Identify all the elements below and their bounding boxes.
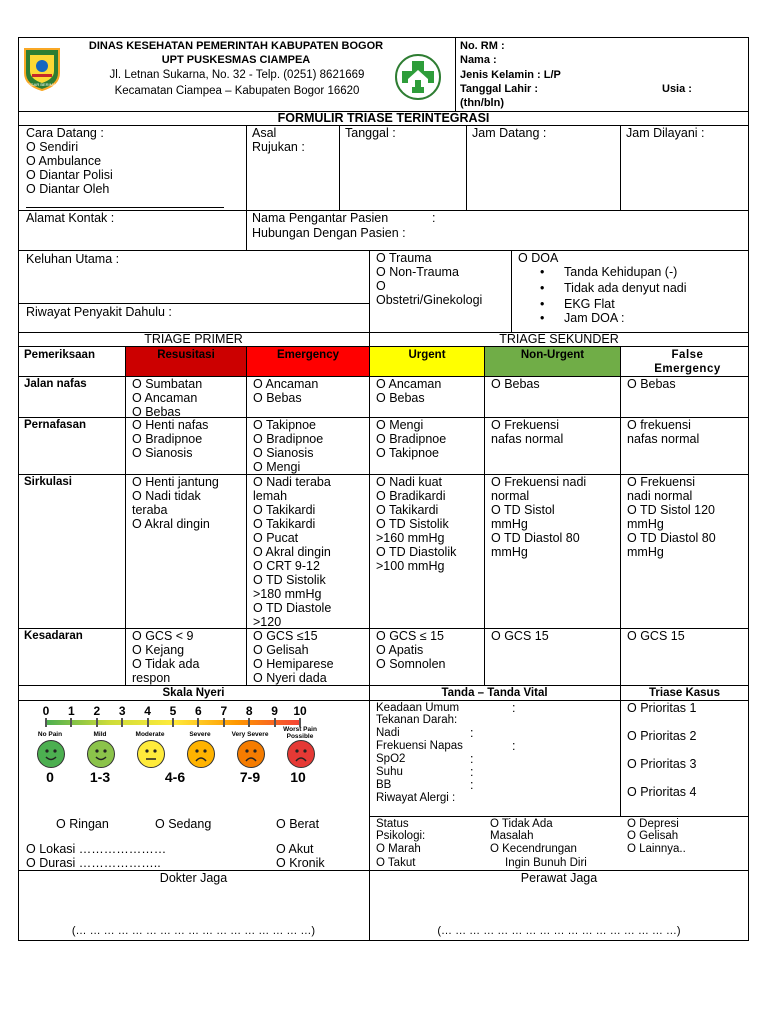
triage-option[interactable]: O Frekuensi <box>627 475 696 489</box>
option-gelisah[interactable]: O Gelisah <box>627 830 679 842</box>
triage-option[interactable]: O Apatis <box>376 643 424 657</box>
logo-caption: TEGAR BERIMAN <box>25 82 59 87</box>
triage-option-cont: nadi normal <box>627 489 693 503</box>
option-takut[interactable]: O Takut <box>376 857 416 869</box>
pain-scale-tick <box>70 718 72 727</box>
pain-face-label: Worst Pain Possible <box>283 726 317 740</box>
nama-label: Nama : <box>460 54 497 66</box>
triage-option[interactable]: O Bradipnoe <box>376 432 447 446</box>
triage-option[interactable]: O Akral dingin <box>253 545 331 559</box>
thn-bln-label: (thn/bln) <box>460 97 504 109</box>
triage-option[interactable]: O Takikardi <box>253 517 316 531</box>
col-emergency: Emergency <box>276 349 339 361</box>
kecendrungan-cont: Ingin Bunuh Diri <box>505 857 587 869</box>
pain-scale-number: 5 <box>169 704 177 718</box>
jenis-kelamin-label: Jenis Kelamin : L/P <box>460 69 561 81</box>
option-trauma[interactable]: O Trauma <box>376 251 432 265</box>
vital-colon: : <box>512 739 516 753</box>
option-sendiri[interactable]: O Sendiri <box>26 140 79 154</box>
pain-face-label: Moderate <box>135 731 165 738</box>
pain-scale-number: 1 <box>68 704 75 718</box>
jam-datang-label: Jam Datang : <box>472 126 547 140</box>
triage-option-cont: respon <box>132 671 171 685</box>
dokter-jaga-label: Dokter Jaga <box>159 871 228 885</box>
vital-colon: : <box>470 765 474 779</box>
col-pemeriksaan: Pemeriksaan <box>24 349 95 361</box>
nama-pengantar-label: Nama Pengantar Pasien <box>252 211 389 225</box>
triage-row-label: Jalan nafas <box>24 378 87 390</box>
pain-face-icon <box>237 740 265 768</box>
triage-option-cont: mmHg <box>627 545 664 559</box>
facility-name: UPT PUSKESMAS CIAMPEA <box>161 54 311 66</box>
triage-option[interactable]: O Bebas <box>253 391 302 405</box>
pain-scale-tick <box>223 718 225 727</box>
triage-option[interactable]: O Akral dingin <box>132 517 210 531</box>
triage-option[interactable]: O Takipnoe <box>253 418 317 432</box>
triage-option[interactable]: O Nyeri dada <box>253 671 327 685</box>
triage-option[interactable]: O Nadi kuat <box>376 475 443 489</box>
option-lokasi[interactable]: O Lokasi ………………… <box>26 842 167 856</box>
triage-option[interactable]: O Mengi <box>376 418 424 432</box>
triage-option[interactable]: O TD Sistolik <box>253 573 326 587</box>
triage-option-cont: mmHg <box>627 517 664 531</box>
vital-colon: : <box>512 701 516 715</box>
triage-option[interactable]: O Ancaman <box>376 377 442 391</box>
col-non-urgent: Non-Urgent <box>520 349 585 361</box>
col-resusitasi: Resusitasi <box>157 349 215 361</box>
skala-nyeri-header: Skala Nyeri <box>162 687 225 699</box>
triase-kasus-header: Triase Kasus <box>649 687 720 699</box>
triage-option[interactable]: O Takikardi <box>253 503 316 517</box>
psikologi-label: Psikologi: <box>376 830 426 842</box>
pain-face-icon <box>87 740 115 768</box>
pain-face-icon <box>137 740 165 768</box>
triage-option-cont: >120 <box>253 615 282 629</box>
pain-scale-number: 3 <box>118 704 126 718</box>
option-lainnya[interactable]: O Lainnya.. <box>627 843 686 855</box>
jam-dilayani-label: Jam Dilayani : <box>626 126 705 140</box>
form-title: FORMULIR TRIASE TERINTEGRASI <box>277 111 490 125</box>
triage-option[interactable]: O GCS < 9 <box>132 629 194 643</box>
pain-face-icon <box>287 740 315 768</box>
pain-face-label: No Pain <box>37 731 63 738</box>
perawat-jaga-label: Perawat Jaga <box>520 871 598 885</box>
triage-row-label: Sirkulasi <box>24 476 72 488</box>
pain-range-label: 7-9 <box>239 769 261 785</box>
triage-option[interactable]: O Takipnoe <box>376 446 440 460</box>
triage-option-cont: >180 mmHg <box>253 587 322 601</box>
triage-option[interactable]: O Bebas <box>627 377 676 391</box>
puskesmas-logo <box>394 53 442 101</box>
triage-option[interactable]: O Sumbatan <box>132 377 203 391</box>
triage-option[interactable]: O Henti nafas <box>132 418 209 432</box>
triage-option[interactable]: O Sianosis <box>132 446 193 460</box>
triage-row-label: Pernafasan <box>24 419 87 431</box>
option-ambulance[interactable]: O Ambulance <box>26 154 102 168</box>
pain-range-label: 4-6 <box>164 769 186 785</box>
triage-option[interactable]: O TD Sistol 120 <box>627 503 716 517</box>
triage-option[interactable]: O Frekuensi nadi <box>491 475 587 489</box>
triage-sekunder-header: TRIAGE SEKUNDER <box>499 332 619 346</box>
keluhan-utama-label: Keluhan Utama : <box>26 252 120 266</box>
triage-option[interactable]: O Henti jantung <box>132 475 219 489</box>
vital-nadi: Nadi <box>376 727 400 739</box>
perawat-signature-line[interactable]: (… … … … … … … … … … … … … … … … …) <box>437 925 681 937</box>
triage-option[interactable]: O TD Sistol <box>491 503 555 517</box>
triage-option[interactable]: O CRT 9-12 <box>253 559 320 573</box>
pain-scale-tick <box>147 718 149 727</box>
vital-colon: : <box>470 778 474 792</box>
vital-colon: : <box>470 726 474 740</box>
triage-option[interactable]: O Bradipnoe <box>253 432 324 446</box>
option-berat[interactable]: O Berat <box>276 817 320 831</box>
triage-option[interactable]: O Hemiparese <box>253 657 334 671</box>
alamat-kontak-label: Alamat Kontak : <box>26 211 115 225</box>
triage-option[interactable]: O GCS 15 <box>627 629 685 643</box>
triage-option[interactable]: O Nadi tidak <box>132 489 201 503</box>
dokter-signature-line[interactable]: (… … … … … … … … … … … … … … … … …) <box>71 925 316 937</box>
triage-option-cont: nafas normal <box>491 432 564 446</box>
triage-option[interactable]: O Bradikardi <box>376 489 446 503</box>
option-doa[interactable]: O DOA <box>518 251 559 265</box>
col-false-emergency: False Emergency <box>654 349 721 375</box>
status-label: Status <box>376 818 409 830</box>
rujukan-label: Rujukan : <box>252 140 305 154</box>
vital-keadaan-umum: Keadaan Umum <box>376 702 460 714</box>
triage-option[interactable]: O TD Sistolik <box>376 517 449 531</box>
pain-range-label: 0 <box>46 769 54 785</box>
pain-scale <box>30 702 340 786</box>
pain-scale-tick <box>45 718 47 727</box>
pain-scale-tick <box>121 718 123 727</box>
pain-face-label: Severe <box>189 731 211 738</box>
triage-option[interactable]: O frekuensi <box>627 418 691 432</box>
triage-option-cont: lemah <box>253 489 288 503</box>
usia-label: Usia : <box>662 83 692 95</box>
triage-option[interactable]: O Frekuensi <box>491 418 560 432</box>
hubungan-label: Hubungan Dengan Pasien : <box>252 226 406 240</box>
option-kronik[interactable]: O Kronik <box>276 856 325 870</box>
option-prioritas-2[interactable]: O Prioritas 2 <box>627 729 697 743</box>
vital-frekuensi-napas: Frekuensi Napas <box>376 740 463 752</box>
triage-option[interactable]: O Tidak ada <box>132 657 200 671</box>
doa-item: • EKG Flat <box>564 297 615 311</box>
pain-scale-number: 6 <box>195 704 202 718</box>
triage-option-cont: teraba <box>132 503 168 517</box>
tanda-vital-header: Tanda – Tanda Vital <box>441 687 548 699</box>
triage-option-cont: nafas normal <box>627 432 700 446</box>
triage-primer-header: TRIAGE PRIMER <box>144 332 243 346</box>
pain-scale-number: 4 <box>144 704 151 718</box>
agency-name: DINAS KESEHATAN PEMERINTAH KABUPATEN BOGOR <box>88 40 384 52</box>
option-tidak-ada-masalah[interactable]: O Tidak Ada <box>490 818 553 830</box>
riwayat-penyakit-label: Riwayat Penyakit Dahulu : <box>26 305 172 319</box>
diantar-oleh-underline <box>26 207 224 208</box>
facility-address: Jl. Letnan Sukarna, No. 32 - Telp. (0251) 8621669 <box>109 69 365 81</box>
facility-district: Kecamatan Ciampea – Kabupaten Bogor 16620 <box>114 85 360 97</box>
tanggal-lahir-label: Tanggal Lahir : <box>460 83 539 95</box>
vital-riwayat-alergi: Riwayat Alergi : <box>376 792 456 804</box>
triage-option[interactable]: O Gelisah <box>253 643 309 657</box>
triage-option[interactable]: O Bradipnoe <box>132 432 203 446</box>
asal-label: Asal <box>252 126 277 140</box>
option-obstetri-label: Obstetri/Ginekologi <box>376 293 483 307</box>
option-non-trauma[interactable]: O Non-Trauma <box>376 265 459 279</box>
option-prioritas-4[interactable]: O Prioritas 4 <box>627 785 697 799</box>
option-diantar-polisi[interactable]: O Diantar Polisi <box>26 168 113 182</box>
triage-option[interactable]: O GCS ≤15 <box>253 629 318 643</box>
option-marah[interactable]: O Marah <box>376 843 421 855</box>
triage-option[interactable]: O Bebas <box>491 377 540 391</box>
triage-option[interactable]: O Ancaman <box>132 391 198 405</box>
nama-pengantar-colon: : <box>432 211 436 225</box>
pain-scale-tick <box>96 718 98 727</box>
col-urgent: Urgent <box>408 349 446 361</box>
option-akut[interactable]: O Akut <box>276 842 314 856</box>
vital-colon: : <box>470 752 474 766</box>
tidak-ada-masalah-cont: Masalah <box>490 830 534 842</box>
pain-scale-number: 0 <box>42 704 50 718</box>
pain-face-icon <box>37 740 65 768</box>
pain-face-icon <box>187 740 215 768</box>
option-obstetri-marker[interactable]: O <box>376 279 386 293</box>
vital-tekanan-darah: Tekanan Darah: <box>376 714 458 726</box>
vital-bb: BB <box>376 779 392 791</box>
no-rm-label: No. RM : <box>460 40 505 52</box>
pain-scale-number: 9 <box>271 704 278 718</box>
option-ringan[interactable]: O Ringan <box>56 817 109 831</box>
option-diantar-oleh[interactable]: O Diantar Oleh <box>26 182 110 196</box>
triage-option[interactable]: O Pucat <box>253 531 299 545</box>
option-prioritas-3[interactable]: O Prioritas 3 <box>627 757 697 771</box>
triage-option[interactable]: O Bebas <box>132 405 181 419</box>
cara-datang-label: Cara Datang : <box>26 126 104 140</box>
pain-face-label: Very Severe <box>231 731 269 738</box>
bogor-logo <box>22 47 62 91</box>
triage-option[interactable]: O Ancaman <box>253 377 319 391</box>
tanggal-label: Tanggal : <box>345 126 396 140</box>
triage-option[interactable]: O TD Diastol 80 <box>491 531 580 545</box>
triage-option[interactable]: O Mengi <box>253 460 301 474</box>
triage-option[interactable]: O Somnolen <box>376 657 446 671</box>
triage-option[interactable]: O Nadi teraba <box>253 475 331 489</box>
triage-row-label: Kesadaran <box>24 630 83 642</box>
triage-option-cont: >160 mmHg <box>376 531 445 545</box>
option-sedang[interactable]: O Sedang <box>155 817 212 831</box>
pain-range-label: 10 <box>290 769 306 785</box>
pain-range-label: 1-3 <box>89 769 111 785</box>
triage-option-cont: >100 mmHg <box>376 559 445 573</box>
triage-option[interactable]: O TD Diastolik <box>376 545 457 559</box>
doa-item: • Tanda Kehidupan (-) <box>564 265 677 279</box>
doa-item: • Tidak ada denyut nadi <box>564 281 687 295</box>
pain-scale-tick <box>248 718 250 727</box>
triage-option[interactable]: O Sianosis <box>253 446 314 460</box>
triage-option[interactable]: O TD Diastol 80 <box>627 531 716 545</box>
vital-suhu: Suhu <box>376 766 403 778</box>
pain-face-label: Mild <box>93 731 107 738</box>
triage-option[interactable]: O Takikardi <box>376 503 439 517</box>
triage-option-cont: mmHg <box>491 545 528 559</box>
option-durasi[interactable]: O Durasi ……………….. <box>26 856 161 870</box>
pain-scale-number: 2 <box>93 704 101 718</box>
doa-item: • Jam DOA : <box>564 311 624 325</box>
option-prioritas-1[interactable]: O Prioritas 1 <box>627 701 697 715</box>
triage-option[interactable]: O TD Diastole <box>253 601 332 615</box>
pain-scale-number: 10 <box>293 704 307 718</box>
vital-spo2: SpO2 <box>376 753 406 765</box>
triage-option[interactable]: O GCS 15 <box>491 629 549 643</box>
pain-scale-number: 7 <box>220 704 228 718</box>
pain-scale-number: 8 <box>245 704 253 718</box>
triage-option-cont: normal <box>491 489 530 503</box>
triage-option[interactable]: O GCS ≤ 15 <box>376 629 444 643</box>
triage-option[interactable]: O Kejang <box>132 643 185 657</box>
triage-option[interactable]: O Bebas <box>376 391 425 405</box>
pain-scale-tick <box>172 718 174 727</box>
triage-option-cont: mmHg <box>491 517 528 531</box>
pain-scale-tick <box>197 718 199 727</box>
option-kecendrungan[interactable]: O Kecendrungan <box>490 843 577 855</box>
option-depresi[interactable]: O Depresi <box>627 818 679 830</box>
